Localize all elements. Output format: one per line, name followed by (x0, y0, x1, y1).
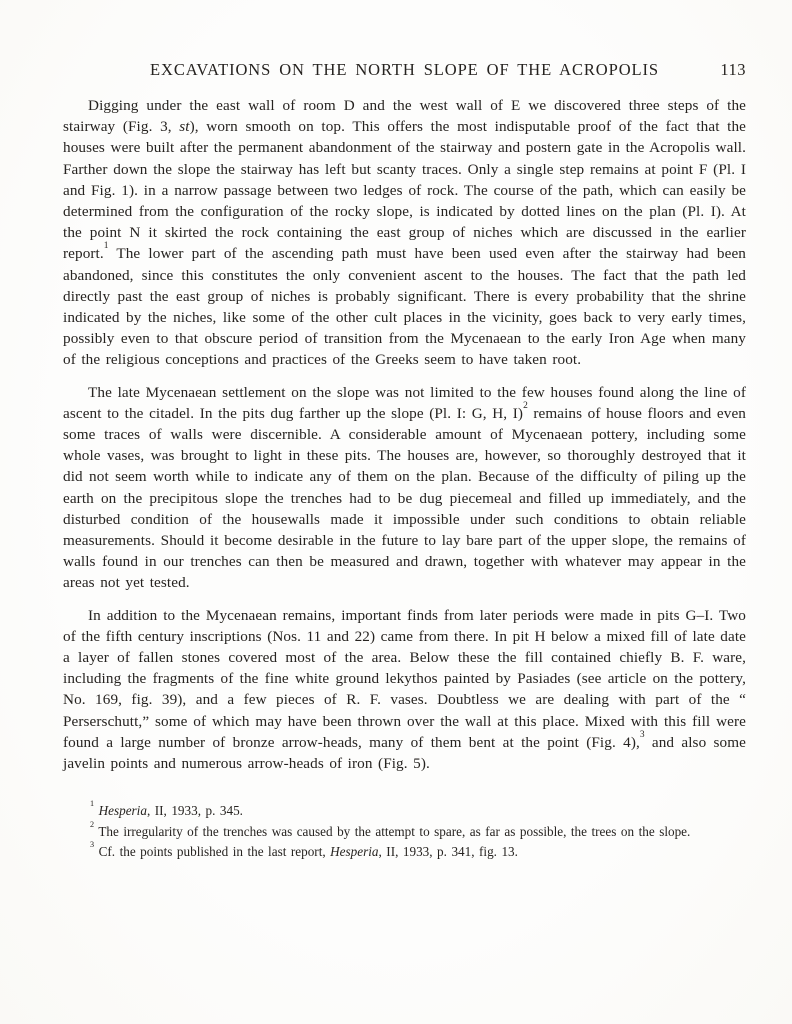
footnote-3-marker: 3 (90, 840, 95, 850)
page-title: EXCAVATIONS ON THE NORTH SLOPE OF THE ACROPOLIS (150, 60, 659, 79)
footnotes-section (63, 801, 746, 863)
footnote-2 (63, 819, 746, 843)
text-run: ), worn smooth on top. This offers the most indisputable proof of the fact that the houses were built after the permanent abandonment of the stairway and postern gate in the Acropolis wall. Farther down the slope the stairway has left but scanty traces. Only a single step remains at point F (Pl. I and Fig. 1). in a narrow passage between two ledges of rock. The course of the path, which can easily be determined from the configuration of the rocky slope, is indicated by dotted lines on the plan (Pl. I). At the point N it skirted the rock containing the east group of niches which are discussed in the earlier report. (63, 118, 746, 263)
footnote-2-marker: 2 (90, 819, 95, 829)
footnote-3 (63, 842, 746, 863)
text-run: , II, 1933, p. 345. (146, 803, 243, 819)
text-run: Cf. the points published in the last report, (94, 844, 331, 860)
text-run: The lower part of the ascending path must have been used even after the stairway had been abandoned, since this constitutes the only convenient ascent to the houses. The fact that the path led directly past the east group of niches is probably significant. There is every probability that the shrine indicated by the niches, like some of the other cult places in the vicinity, goes back to very early times, possibly even to that obscure period of transition from the Mycenaean to the early Iron Age when many of the religious conceptions and practices of the Greeks seem to have taken root. (63, 245, 746, 369)
italic-run: Hesperia (330, 844, 379, 860)
text-run: The late Mycenaean settlement on the slope was not limited to the few houses found along the line of ascent to the citadel. In the pits dug farther up the slope (Pl. I: G, H, I) (63, 383, 746, 422)
text-block (63, 60, 746, 863)
page-number: 113 (720, 60, 746, 79)
italic-run: st (179, 118, 190, 136)
footnote-1 (63, 801, 746, 822)
footnote-marker-3: 3 (639, 729, 645, 740)
text-run: , II, 1933, p. 341, fig. 13. (378, 844, 518, 860)
body-paragraph-2 (63, 382, 746, 594)
footnote-marker-2: 2 (523, 400, 528, 411)
body-paragraph-3 (63, 605, 746, 775)
footnote-marker-1: 1 (103, 241, 109, 252)
text-run: and also some javelin points and numerous arrow-heads of iron (Fig. 5). (63, 733, 747, 773)
italic-run: Hesperia (98, 803, 147, 819)
text-run: In addition to the Mycenaean remains, important finds from later periods were made in pits G–I. Two of the fifth century inscriptions (Nos. 11 and 22) came from there. In pit H below a mixed fill of late date a layer of fallen stones covered most of the area. Below these the fill contained chiefly B. F. ware, including the fragments of the fine white ground lekythos painted by Pasiades (see article on the pottery, No. 169, fig. 39), and a few pieces of R. F. vases. Doubtless we are dealing with part of the “ Perserschutt,” some of which may have been thrown over the wall at this place. Mixed with this fill were found a large number of bronze arrow-heads, many of them bent at the point (Fig. 4), (63, 606, 746, 751)
body-paragraph-1 (63, 95, 746, 371)
text-run: Digging under the east wall of room D and the west wall of E we discovered three steps of the stairway (Fig. 3, (63, 97, 746, 136)
text-run: remains of house floors and even some traces of walls were discernible. A considerable amount of Mycenaean pottery, including some whole vases, was brought to light in these pits. The houses are, however, so thoroughly destroyed that it did not seem worth while to indicate any of them on the plan. Because of the difficulty of piling up the earth on the precipitous slope the trenches had to be dug piecemeal and filled up immediately, and the disturbed condition of the housewalls made it impossible under such conditions to obtain reliable measurements. Should it become desirable in the future to lay bare part of the upper slope, the remains of walls found in our trenches can then be measured and drawn, together with whatever may appear in the areas not yet tested. (63, 404, 746, 592)
footnote-1-marker: 1 (90, 799, 95, 809)
running-head (63, 60, 746, 82)
text-run: The irregularity of the trenches was caused by the attempt to spare, as far as possible, the trees on the slope. (94, 823, 691, 839)
